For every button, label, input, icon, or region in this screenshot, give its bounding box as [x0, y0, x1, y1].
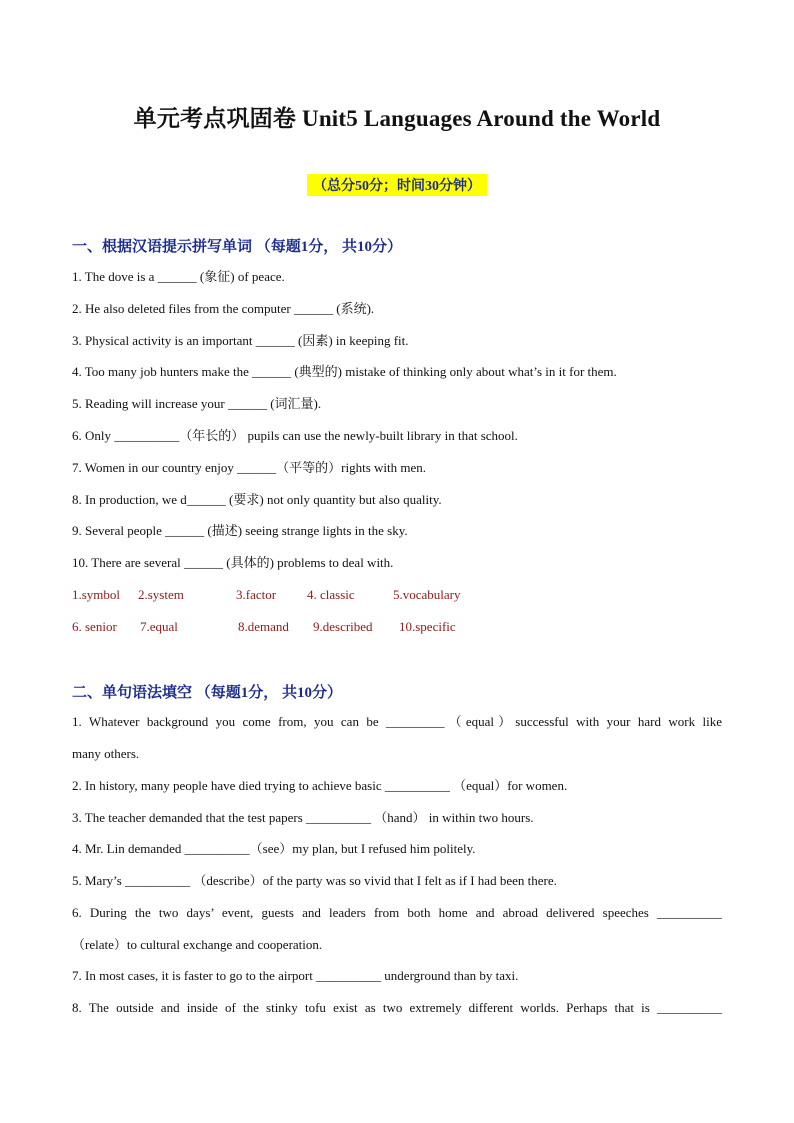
section1-item: 10. There are several ______ (具体的) problems to deal with.	[72, 555, 394, 570]
score-time-note: （总分50分；时间30分钟）	[307, 174, 487, 196]
answer-1: 1.symbol	[72, 587, 121, 602]
section2-item: 2. In history, many people have died trying to achieve basic __________ （equal）for women.	[72, 778, 568, 793]
section2-item-continued: many others.	[72, 746, 140, 761]
section1-item: 3. Physical activity is an important ______ (因素) in keeping fit.	[72, 333, 409, 348]
section1-item: 7. Women in our country enjoy ______（平等的）rights with men.	[72, 460, 427, 475]
section1-item: 1. The dove is a ______ (象征) of peace.	[72, 269, 285, 284]
answer-5: 5.vocabulary	[393, 587, 461, 602]
answer-7: 7.equal	[140, 619, 178, 634]
answer-6: 6. senior	[72, 619, 117, 634]
section2-item: 3. The teacher demanded that the test papers __________ （hand） in within two hours.	[72, 810, 534, 825]
section1-item: 9. Several people ______ (描述) seeing strange lights in the sky.	[72, 523, 408, 538]
page-title: 单元考点巩固卷 Unit5 Languages Around the World	[133, 106, 661, 131]
answer-2: 2.system	[138, 587, 184, 602]
section2-item: 8. The outside and inside of the stinky tofu exist as two extremely different worlds. Perhaps that is __________	[72, 1000, 722, 1015]
answer-3: 3.factor	[236, 587, 277, 602]
section2-item: 5. Mary’s __________ （describe）of the party was so vivid that I felt as if I had been there.	[72, 873, 557, 888]
section1-item: 6. Only __________（年长的） pupils can use the newly-built library in that school.	[72, 428, 518, 443]
answer-8: 8.demand	[238, 619, 289, 634]
section2-item-continued: （relate）to cultural exchange and cooperation.	[72, 937, 323, 952]
section2-heading: 二、单句语法填空 （每题1分， 共10分）	[72, 685, 343, 701]
section1-item: 4. Too many job hunters make the ______ (典型的) mistake of thinking only about what’s in it for them.	[72, 364, 617, 379]
answer-4: 4. classic	[307, 587, 355, 602]
subtitle-wrap	[0, 174, 794, 196]
section1-item: 8. In production, we d______ (要求) not only quantity but also quality.	[72, 492, 442, 507]
section2-item: 6. During the two days’ event, guests and leaders from both home and abroad delivered speeches __________	[72, 905, 722, 920]
section2-item: 1. Whatever background you come from, you can be _________（equal）successful with your hard work like	[72, 714, 722, 729]
section1-item: 5. Reading will increase your ______ (词汇量).	[72, 396, 322, 411]
answer-10: 10.specific	[399, 619, 456, 634]
section1-heading: 一、根据汉语提示拼写单词 （每题1分， 共10分）	[72, 239, 403, 255]
answer-9: 9.described	[313, 619, 373, 634]
section1-item: 2. He also deleted files from the computer ______ (系统).	[72, 301, 375, 316]
section2-item: 7. In most cases, it is faster to go to the airport __________ underground than by taxi.	[72, 968, 519, 983]
section2-item: 4. Mr. Lin demanded __________（see）my plan, but I refused him politely.	[72, 841, 476, 856]
